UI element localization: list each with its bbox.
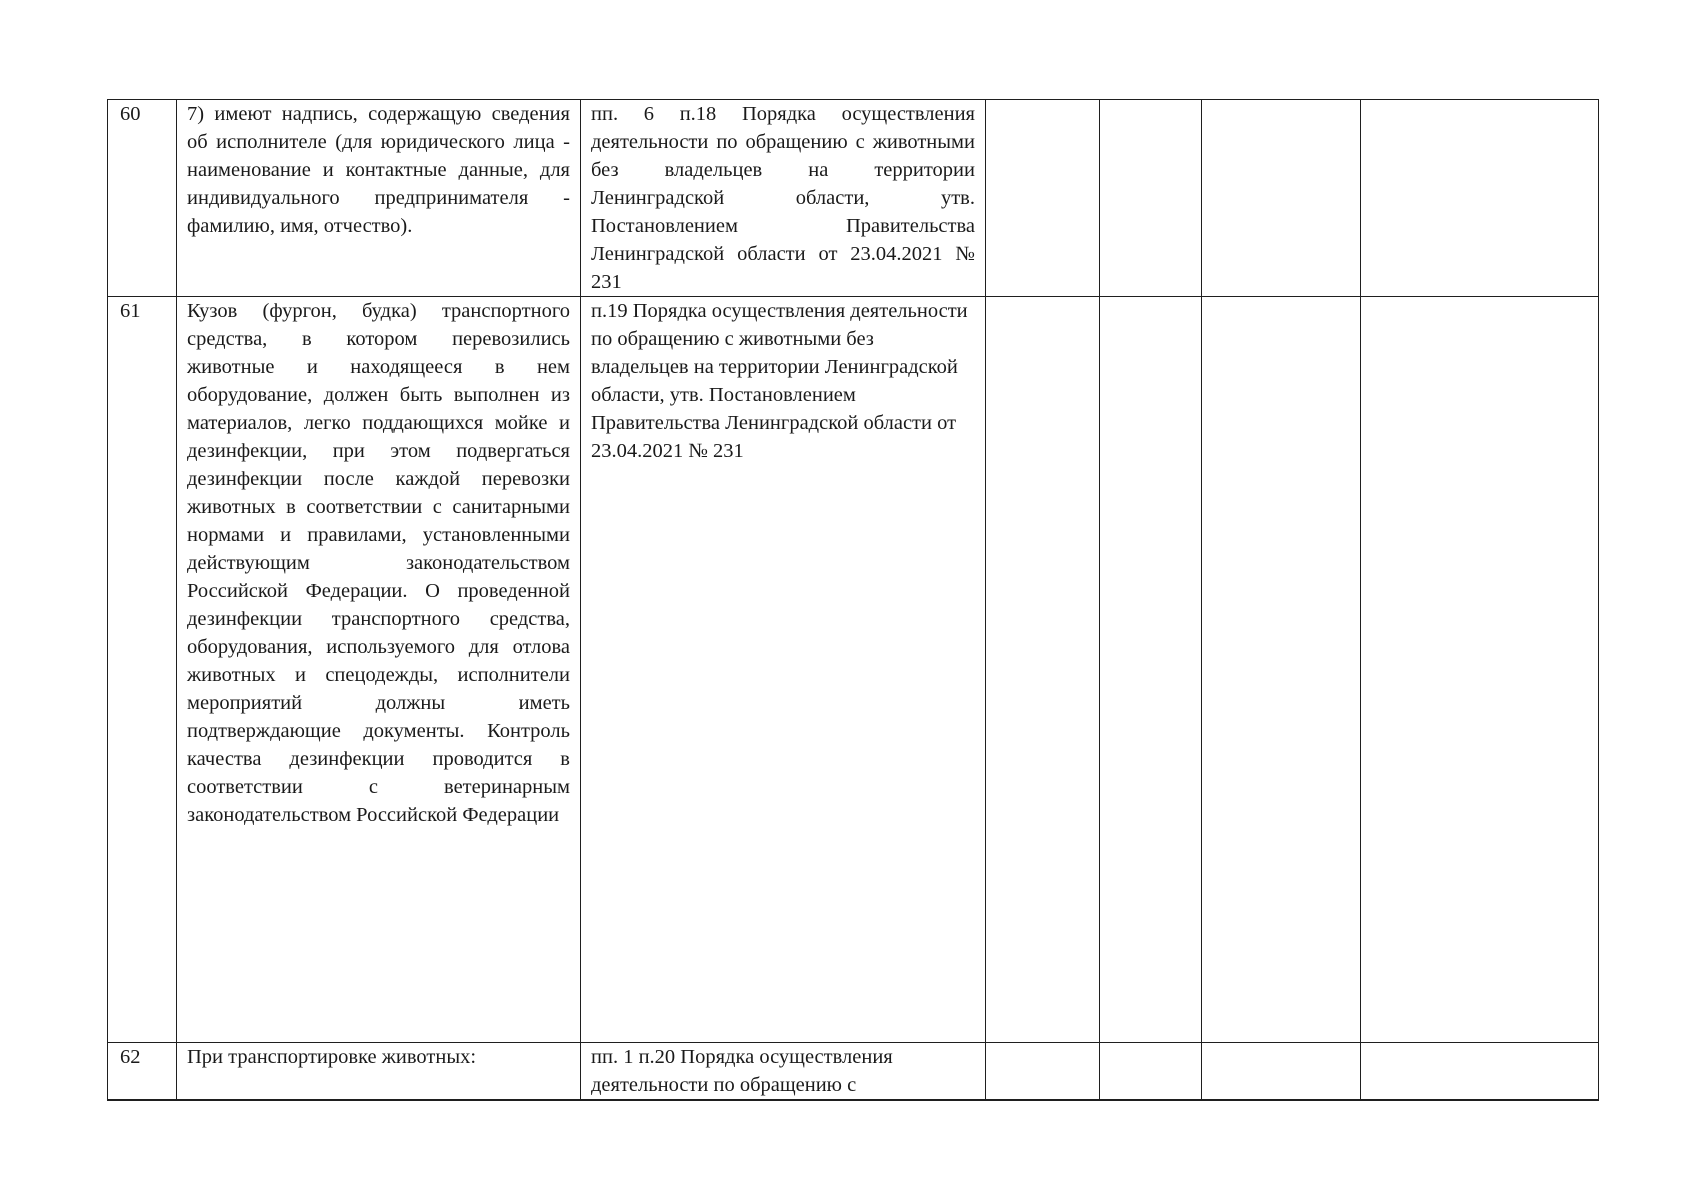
legal-reference: п.19 Порядка осуществления деятельности по обращению с животными без владельцев на территории Ленинградской области, утв. Постановлением Правительства Ленинградской области от 23.04.2021 № 231 xyxy=(581,297,986,1043)
empty-cell xyxy=(1202,297,1361,1043)
empty-cell xyxy=(1100,1043,1202,1101)
empty-cell xyxy=(986,100,1100,297)
row-number: 61 xyxy=(108,297,177,1043)
empty-cell xyxy=(986,297,1100,1043)
checklist-table xyxy=(107,99,1599,1101)
requirement-text: 7) имеют надпись, содержащую сведения об исполнителе (для юридического лица - наименование и контактные данные, для индивидуального предпринимателя - фамилию, имя, отчество). xyxy=(177,100,581,297)
empty-cell xyxy=(1361,297,1599,1043)
table-row xyxy=(108,100,1599,297)
empty-cell xyxy=(1202,100,1361,297)
legal-reference: пп. 1 п.20 Порядка осуществления деятельности по обращению с xyxy=(581,1043,986,1101)
empty-cell xyxy=(1100,100,1202,297)
table-row xyxy=(108,297,1599,1043)
empty-cell xyxy=(1100,297,1202,1043)
requirement-text: При транспортировке животных: xyxy=(177,1043,581,1101)
empty-cell xyxy=(1361,1043,1599,1101)
empty-cell xyxy=(986,1043,1100,1101)
table-row xyxy=(108,1043,1599,1101)
empty-cell xyxy=(1361,100,1599,297)
empty-cell xyxy=(1202,1043,1361,1101)
row-number: 62 xyxy=(108,1043,177,1101)
row-number: 60 xyxy=(108,100,177,297)
requirement-text: Кузов (фургон, будка) транспортного средства, в котором перевозились животные и находящееся в нем оборудование, должен быть выполнен из материалов, легко поддающихся мойке и дезинфекции, при этом подвергаться дезинфекции после каждой перевозки животных в соответствии с санитарными нормами и правилами, установленными действующим законодательством Российской Федерации. О проведенной дезинфекции транспортного средства, оборудования, используемого для отлова животных и спецодежды, исполнители мероприятий должны иметь подтверждающие документы. Контроль качества дезинфекции проводится в соответствии с ветеринарным законодательством Российской Федерации xyxy=(177,297,581,1043)
document-page xyxy=(107,99,1598,1101)
legal-reference: пп. 6 п.18 Порядка осуществления деятельности по обращению с животными без владельцев на территории Ленинградской области, утв. Постановлением Правительства Ленинградской области от 23.04.2021 № 231 xyxy=(581,100,986,297)
